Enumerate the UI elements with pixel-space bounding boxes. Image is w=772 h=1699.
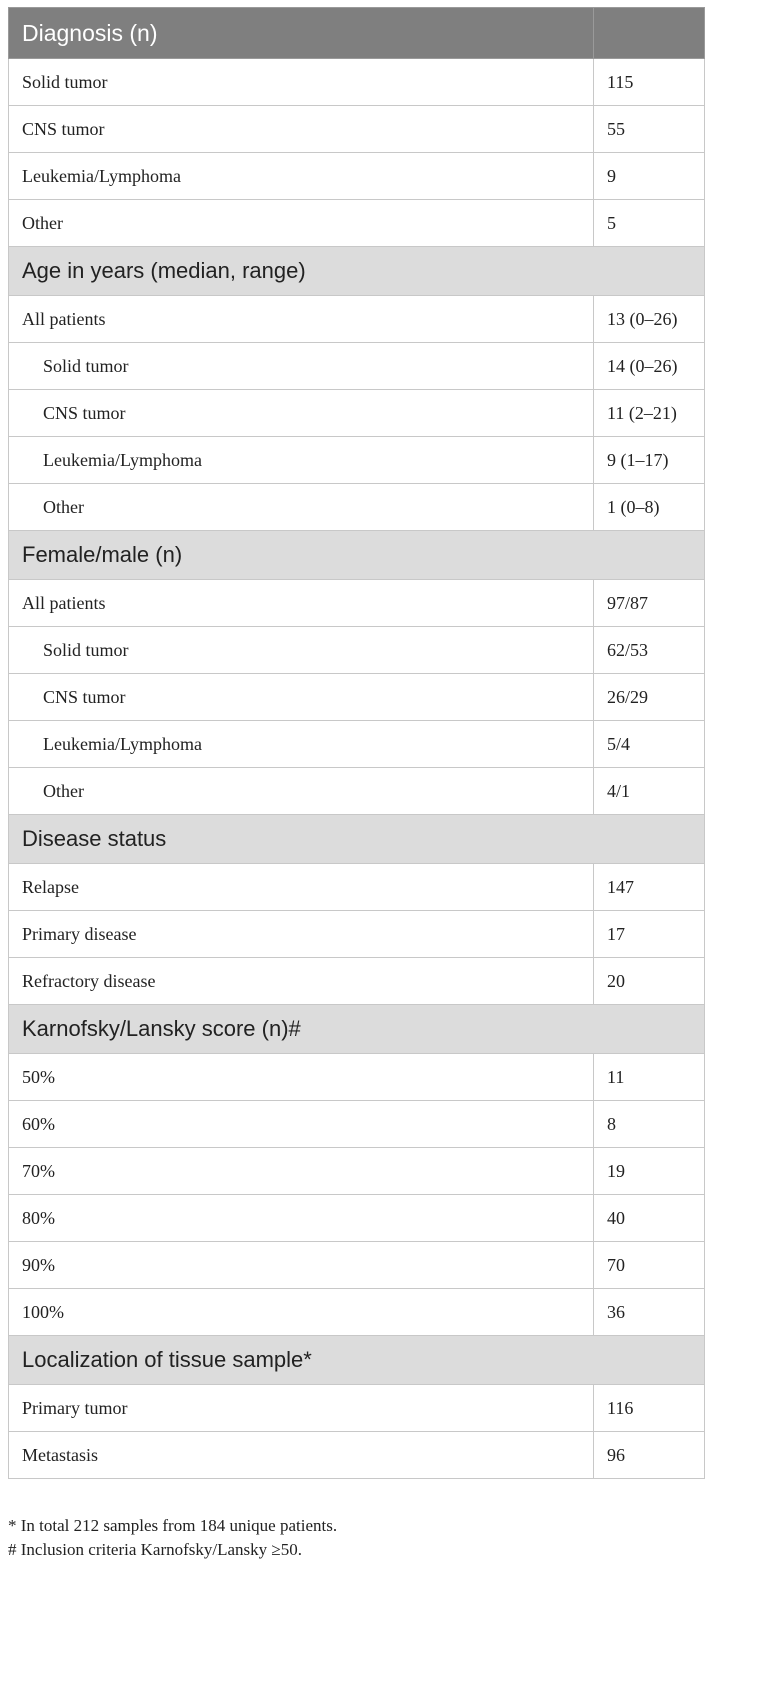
table-row [9,768,705,815]
table-row [9,1289,705,1336]
row-value: 14 (0–26) [594,343,705,390]
table-row [9,674,705,721]
row-value: 36 [594,1289,705,1336]
table-row [9,1195,705,1242]
row-value: 5/4 [594,721,705,768]
row-label: 90% [9,1242,594,1289]
table-row [9,1148,705,1195]
row-value: 116 [594,1385,705,1432]
table-row [9,1432,705,1479]
section-header-disease-status [9,815,705,864]
section-header-age [9,247,705,296]
row-value: 19 [594,1148,705,1195]
row-label: Solid tumor [9,59,594,106]
row-label: Primary tumor [9,1385,594,1432]
table-row [9,1242,705,1289]
row-label: 100% [9,1289,594,1336]
table-header-row [9,8,705,59]
table-row [9,296,705,343]
row-label: 70% [9,1148,594,1195]
row-value: 4/1 [594,768,705,815]
section-title: Female/male (n) [9,531,705,580]
row-value: 70 [594,1242,705,1289]
row-label: CNS tumor [9,674,594,721]
section-title: Karnofsky/Lansky score (n)# [9,1005,705,1054]
table-row [9,958,705,1005]
row-value: 55 [594,106,705,153]
row-label: Solid tumor [9,343,594,390]
section-header-localization [9,1336,705,1385]
table-row [9,106,705,153]
patient-characteristics-table-container [8,7,704,1479]
patient-characteristics-table [8,7,705,1479]
row-label: Other [9,200,594,247]
row-label: Refractory disease [9,958,594,1005]
header-label: Diagnosis (n) [9,8,594,59]
row-value: 8 [594,1101,705,1148]
footnote-samples: * In total 212 samples from 184 unique patients. [8,1516,338,1535]
table-row [9,580,705,627]
section-header-karnofsky [9,1005,705,1054]
row-value: 11 (2–21) [594,390,705,437]
row-label: Leukemia/Lymphoma [9,437,594,484]
row-value: 26/29 [594,674,705,721]
row-label: Solid tumor [9,627,594,674]
table-row [9,484,705,531]
row-label: Metastasis [9,1432,594,1479]
table-row [9,59,705,106]
row-value: 115 [594,59,705,106]
row-label: Other [9,768,594,815]
row-value: 11 [594,1054,705,1101]
table-row [9,343,705,390]
row-label: CNS tumor [9,390,594,437]
table-row [9,627,705,674]
table-row [9,390,705,437]
row-label: CNS tumor [9,106,594,153]
row-label: Other [9,484,594,531]
row-value: 40 [594,1195,705,1242]
row-label: 60% [9,1101,594,1148]
row-label: All patients [9,296,594,343]
table-footnotes [8,1514,337,1562]
section-title: Localization of tissue sample* [9,1336,705,1385]
section-title: Age in years (median, range) [9,247,705,296]
row-label: All patients [9,580,594,627]
row-value: 17 [594,911,705,958]
row-value: 97/87 [594,580,705,627]
row-label: Relapse [9,864,594,911]
row-value: 13 (0–26) [594,296,705,343]
row-value: 9 [594,153,705,200]
row-label: 50% [9,1054,594,1101]
row-value: 20 [594,958,705,1005]
row-value: 147 [594,864,705,911]
table-row [9,911,705,958]
table-row [9,153,705,200]
table-row [9,200,705,247]
row-label: Leukemia/Lymphoma [9,153,594,200]
row-value: 1 (0–8) [594,484,705,531]
row-label: Leukemia/Lymphoma [9,721,594,768]
table-row [9,1054,705,1101]
footnote-inclusion-criteria: # Inclusion criteria Karnofsky/Lansky ≥50. [8,1540,303,1559]
row-value: 9 (1–17) [594,437,705,484]
row-value: 96 [594,1432,705,1479]
table-row [9,437,705,484]
table-row [9,721,705,768]
row-label: Primary disease [9,911,594,958]
row-label: 80% [9,1195,594,1242]
row-value: 5 [594,200,705,247]
row-value: 62/53 [594,627,705,674]
section-header-sex [9,531,705,580]
table-row [9,1385,705,1432]
section-title: Disease status [9,815,705,864]
header-value [594,8,705,59]
table-row [9,864,705,911]
table-row [9,1101,705,1148]
